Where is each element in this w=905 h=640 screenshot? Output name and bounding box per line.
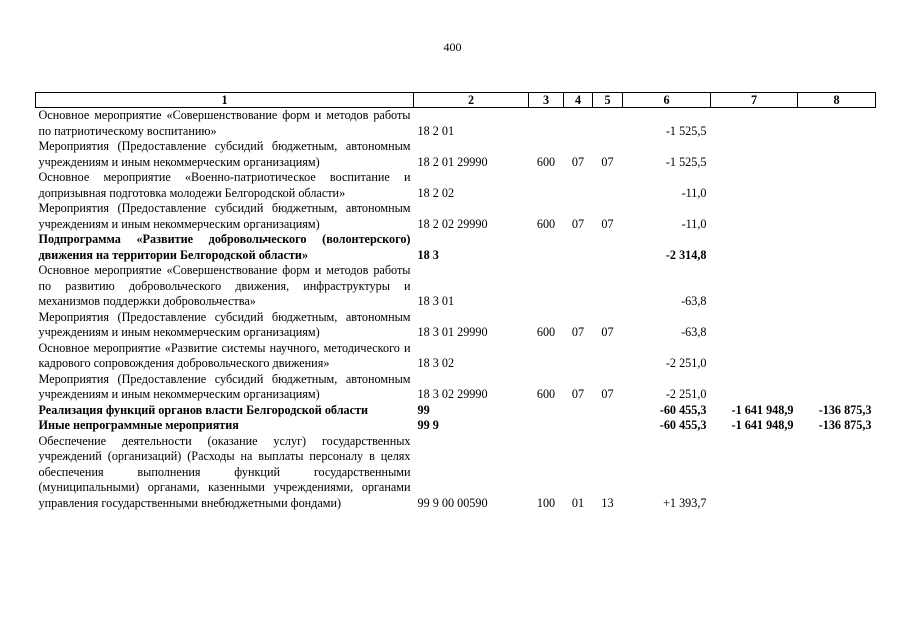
table-row	[36, 372, 876, 403]
row-section-cell: 07	[571, 387, 585, 401]
row-code-cell: 18 2 02 29990	[417, 216, 488, 231]
row-subsection-cell	[593, 170, 623, 201]
row-section-cell: 07	[571, 154, 585, 169]
row-amount-col8-cell	[798, 310, 876, 341]
table-row	[36, 108, 876, 140]
table-row	[36, 170, 876, 201]
table-row	[36, 263, 876, 310]
row-name-cell: Основное мероприятие «Военно-патриотическое воспитание и допризывная подготовка молодежи Белгородской области»	[38, 170, 411, 200]
row-name-cell: Иные непрограммные мероприятия	[38, 418, 239, 432]
row-expense-type-cell: 600	[536, 216, 556, 231]
row-code-cell: 18 2 01	[417, 123, 455, 138]
row-amount-col6-cell: -2 251,0	[665, 387, 707, 401]
row-amount-col8-cell	[798, 263, 876, 310]
row-code-cell: 18 3	[417, 247, 439, 262]
header-row	[36, 93, 876, 108]
row-expense-type-cell: 600	[536, 387, 556, 401]
row-expense-type-cell	[529, 108, 564, 140]
row-subsection-cell	[593, 232, 623, 263]
row-subsection-cell	[593, 341, 623, 372]
row-amount-col8-cell	[798, 434, 876, 512]
row-code-cell: 99 9 00 00590	[417, 495, 488, 510]
row-subsection-cell: 07	[601, 325, 614, 339]
header-col-5: 5	[593, 93, 623, 108]
row-amount-col7-cell	[711, 263, 798, 310]
page-number: 400	[443, 40, 462, 54]
row-section-cell	[564, 108, 593, 140]
row-code-cell: 18 3 02 29990	[417, 387, 488, 401]
row-amount-col6-cell: -2 314,8	[665, 247, 707, 262]
row-code-cell: 99 9	[417, 418, 439, 432]
row-amount-col6-cell: -11,0	[681, 185, 707, 200]
row-amount-col7-cell: -1 641 948,9	[731, 418, 794, 432]
row-expense-type-cell	[529, 403, 564, 419]
table-body	[36, 108, 876, 512]
row-section-cell	[564, 341, 593, 372]
row-amount-col7-cell	[711, 310, 798, 341]
row-code-cell: 18 3 01	[417, 294, 455, 308]
row-section-cell: 07	[571, 216, 585, 231]
row-amount-col8-cell	[798, 170, 876, 201]
row-code-cell: 99	[417, 402, 430, 417]
row-section-cell: 01	[571, 495, 585, 510]
budget-table	[35, 92, 876, 511]
row-amount-col6-cell: -1 525,5	[665, 154, 707, 169]
row-subsection-cell	[593, 403, 623, 419]
row-expense-type-cell	[529, 263, 564, 310]
row-subsection-cell: 07	[601, 154, 614, 169]
row-name-cell: Мероприятия (Предоставление субсидий бюджетным, автономным учреждениям и иным некоммерческим организациям)	[38, 309, 411, 339]
row-section-cell	[564, 403, 593, 419]
row-amount-col7-cell: -1 641 948,9	[731, 402, 794, 417]
header-col-1: 1	[36, 93, 414, 108]
row-amount-col6-cell: -11,0	[681, 216, 707, 231]
row-expense-type-cell	[529, 418, 564, 434]
header-col-6: 6	[623, 93, 711, 108]
row-amount-col8-cell	[798, 139, 876, 170]
row-subsection-cell: 07	[601, 216, 614, 231]
row-amount-col7-cell	[711, 108, 798, 140]
row-amount-col7-cell	[711, 341, 798, 372]
row-amount-col8-cell: -136 875,3	[818, 418, 872, 432]
table-row	[36, 341, 876, 372]
row-subsection-cell	[593, 418, 623, 434]
table-row	[36, 201, 876, 232]
row-name-cell: Основное мероприятие «Развитие системы научного, методического и кадрового сопровождения добровольческого движения»	[38, 340, 411, 370]
header-col-4: 4	[564, 93, 593, 108]
header-col-3: 3	[529, 93, 564, 108]
header-col-7: 7	[711, 93, 798, 108]
table-row	[36, 232, 876, 263]
row-name-cell: Реализация функций органов власти Белгородской области	[38, 402, 369, 417]
row-amount-col8-cell	[798, 341, 876, 372]
row-expense-type-cell	[529, 170, 564, 201]
row-name-cell: Обеспечение деятельности (оказание услуг) государственных учреждений (организаций) (Расходы на выплаты персоналу в целях обеспечения выполнения функций государственными (муниципальными) органами, казенными учреждениями, органами управления государственными внебюджетными фондами)	[38, 433, 411, 510]
header-col-8: 8	[798, 93, 876, 108]
row-amount-col7-cell	[711, 372, 798, 403]
row-name-cell: Подпрограмма «Развитие добровольческого (волонтерского) движения на территории Белгородской области»	[38, 232, 411, 262]
row-amount-col6-cell: -60 455,3	[659, 418, 707, 432]
row-subsection-cell	[593, 263, 623, 310]
row-expense-type-cell: 600	[536, 325, 556, 339]
table-row	[36, 310, 876, 341]
row-amount-col7-cell	[711, 434, 798, 512]
row-code-cell: 18 2 02	[417, 185, 455, 200]
row-amount-col6-cell: +1 393,7	[663, 495, 707, 510]
row-subsection-cell: 13	[601, 495, 614, 510]
row-name-cell: Основное мероприятие «Совершенствование форм и методов работы по развитию добровольческого движения, инфраструктуры и механизмов поддержки добровольчества»	[38, 263, 411, 308]
row-amount-col6-cell: -60 455,3	[659, 402, 707, 417]
row-amount-col6-cell: -63,8	[681, 294, 707, 308]
row-amount-col7-cell	[711, 201, 798, 232]
row-amount-col7-cell	[711, 139, 798, 170]
row-subsection-cell	[593, 108, 623, 140]
table-row	[36, 418, 876, 434]
row-name-cell: Мероприятия (Предоставление субсидий бюджетным, автономным учреждениям и иным некоммерческим организациям)	[38, 201, 411, 231]
row-amount-col7-cell	[711, 170, 798, 201]
row-code-cell: 18 3 02	[417, 356, 455, 370]
row-amount-col7-cell	[711, 232, 798, 263]
row-expense-type-cell: 600	[536, 154, 556, 169]
row-amount-col8-cell	[798, 201, 876, 232]
row-section-cell	[564, 418, 593, 434]
row-amount-col6-cell: -2 251,0	[665, 356, 707, 370]
row-subsection-cell: 07	[601, 387, 614, 401]
table-row	[36, 403, 876, 419]
row-section-cell	[564, 263, 593, 310]
row-name-cell: Основное мероприятие «Совершенствование форм и методов работы по патриотическому воспитанию»	[38, 108, 411, 138]
row-expense-type-cell: 100	[536, 495, 556, 510]
row-code-cell: 18 2 01 29990	[417, 154, 488, 169]
row-name-cell: Мероприятия (Предоставление субсидий бюджетным, автономным учреждениям и иным некоммерческим организациям)	[38, 371, 411, 401]
row-section-cell	[564, 170, 593, 201]
row-amount-col8-cell: -136 875,3	[818, 402, 872, 417]
row-amount-col6-cell: -1 525,5	[665, 123, 707, 138]
table-header	[36, 93, 876, 108]
row-amount-col8-cell	[798, 108, 876, 140]
row-code-cell: 18 3 01 29990	[417, 325, 488, 339]
row-expense-type-cell	[529, 232, 564, 263]
table-row	[36, 139, 876, 170]
row-name-cell: Мероприятия (Предоставление субсидий бюджетным, автономным учреждениям и иным некоммерческим организациям)	[38, 139, 411, 169]
row-amount-col6-cell: -63,8	[681, 325, 707, 339]
header-col-2: 2	[414, 93, 529, 108]
row-section-cell: 07	[571, 325, 585, 339]
row-section-cell	[564, 232, 593, 263]
row-amount-col8-cell	[798, 232, 876, 263]
row-amount-col8-cell	[798, 372, 876, 403]
table-row	[36, 434, 876, 512]
row-expense-type-cell	[529, 341, 564, 372]
